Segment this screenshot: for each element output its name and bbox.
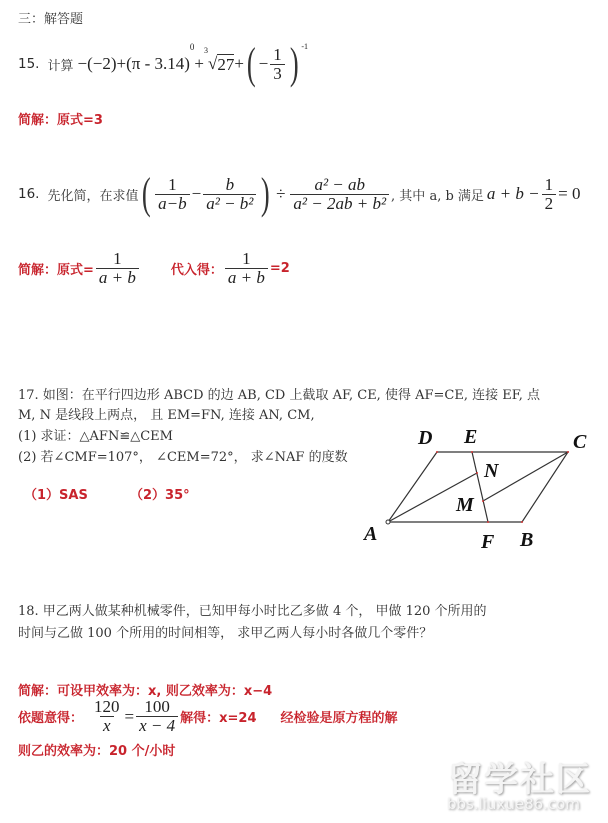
q18-line1: 18. 甲乙两人做某种机械零件，已知甲每小时比乙多做 4 个， 甲做 120 个所用的 (18, 604, 487, 619)
q15-exp0: 0 (189, 42, 195, 52)
q16-answer (18, 250, 290, 287)
q15-number: 15. (18, 56, 40, 72)
q16-condition-prefix: , 其中 a, b 满足 (391, 188, 484, 204)
watermark-url: bbs.liuxue86.com (447, 795, 580, 813)
q16-fraction-2: $\frac{b}{\text{a² − b²}}$ (203, 176, 256, 213)
q18-equals: = (124, 706, 135, 726)
q16-condition-fraction: $\frac{1}{2}$ (542, 176, 557, 213)
radical-sign-icon: √ (208, 54, 218, 73)
parallelogram-diagram-icon (360, 415, 608, 560)
q16-number: 16. (18, 186, 40, 202)
q17-part1: (1) 求证：△AFN≌△CEM (18, 429, 173, 444)
label-A: A (364, 523, 378, 545)
right-paren-icon: ) (261, 169, 271, 218)
q18-answer-line3: 则乙的效率为：20 个/小时 (18, 744, 176, 759)
q16-condition-lhs: a + b − (486, 184, 540, 203)
q15-radicand: 27 (217, 54, 235, 74)
q16-fraction-1: $\frac{1}{a-b}$ (155, 176, 189, 213)
question-16 (18, 169, 581, 218)
section-title: 三：解答题 (18, 12, 84, 27)
left-paren-icon: ( (246, 39, 256, 88)
q15-term1: −(−2)+ (77, 54, 127, 73)
q18-equation-left: $\frac{120}{x}$ (94, 697, 120, 735)
right-paren-icon: ) (289, 39, 299, 88)
q18-check: 经检验是原方程的解 (280, 711, 398, 726)
q17-answer2: （2）35° (130, 488, 190, 503)
q16-substitute-result: =2 (269, 261, 290, 276)
q15-plus2: + (234, 54, 244, 73)
label-N: N (484, 460, 499, 482)
q18-line2: 时间与乙做 100 个所用的时间相等， 求甲乙两人每小时各做几个零件？ (18, 626, 433, 641)
question-15 (18, 39, 309, 88)
q15-prompt: 计算 (47, 58, 74, 74)
q16-substitute-label: 代入得： (170, 263, 223, 278)
parallelogram-figure (360, 415, 608, 560)
q16-substitute-fraction: $\frac{1}{a + b}$ (225, 250, 268, 287)
q17-line1: 17. 如图：在平行四边形 ABCD 的边 AB, CD 上截取 AF, CE, 使得 AF=CE, 连接 EF, 点 (18, 388, 540, 403)
q16-minus: − (191, 184, 202, 203)
q18-solution: 解得：x=24 (180, 711, 257, 726)
q18-equation-label: 依题意得： (18, 711, 84, 726)
q17-answer1: （1）SAS (24, 488, 88, 503)
q16-condition-rhs: = 0 (558, 184, 581, 203)
q17-part2: (2) 若∠CMF=107°， ∠CEM=72°， 求∠NAF 的度数 (18, 450, 348, 465)
label-E: E (464, 426, 478, 448)
q17-line2: M, N 是线段上两点， 且 EM=FN, 连接 AN, CM, (18, 408, 315, 423)
q18-answer-line2 (18, 698, 398, 735)
label-B: B (520, 529, 534, 551)
label-M: M (456, 494, 474, 516)
q16-answer-label: 简解：原式= (18, 263, 94, 278)
q15-term2: (π - 3.14) (126, 54, 190, 73)
q15-fraction: $\frac{1}{3}$ (270, 46, 285, 83)
q15-exp-neg1: -1 (301, 42, 309, 51)
q15-answer: 简解：原式=3 (18, 113, 103, 128)
watermark-title: 留学社区 (448, 760, 592, 800)
q16-divide: ÷ (276, 184, 286, 203)
label-C: C (573, 431, 587, 453)
q15-minus: − (258, 54, 269, 73)
label-D: D (418, 427, 433, 449)
q15-root-index: 3 (204, 46, 209, 55)
q18-answer-line1: 简解：可设甲效率为：x, 则乙效率为：x−4 (18, 684, 273, 699)
q18-equation-right: $\frac{100}{x - 4}$ (136, 698, 178, 735)
q16-answer-fraction: $\frac{1}{a + b}$ (96, 250, 139, 287)
left-paren-icon: ( (141, 169, 151, 218)
q15-plus1: + (194, 54, 205, 73)
q16-prompt: 先化简，在求值 (47, 188, 139, 204)
label-F: F (481, 531, 495, 553)
q16-fraction-3: $\frac{\text{a² − ab}}{\text{a² − 2ab + b²}}$ (290, 176, 389, 213)
